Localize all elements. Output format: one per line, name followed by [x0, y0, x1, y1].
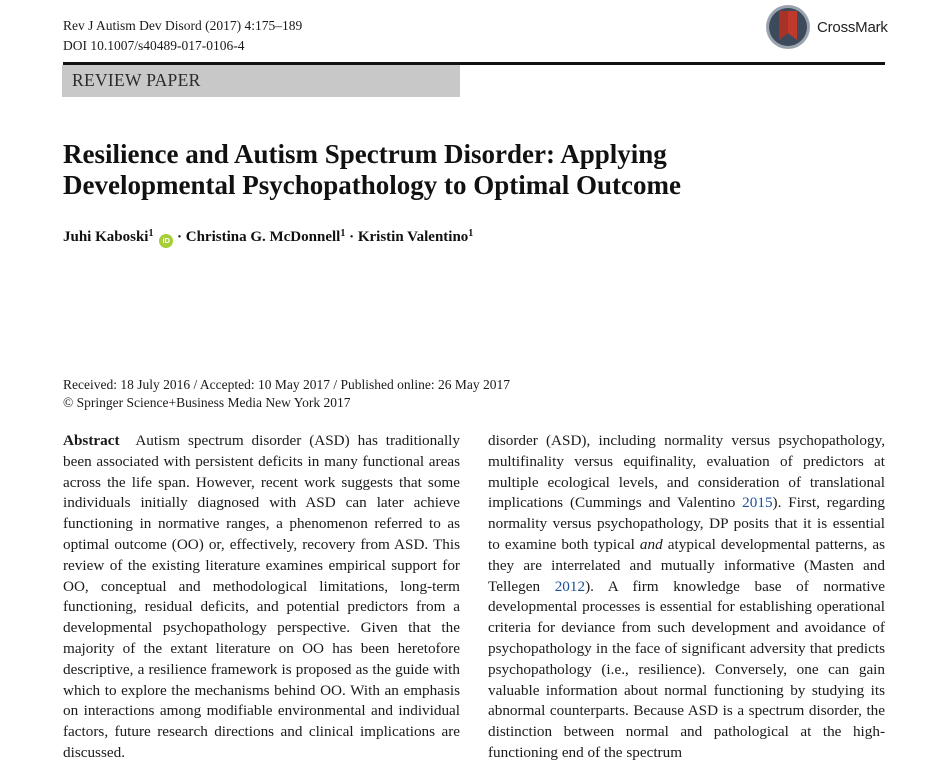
crossmark-badge[interactable] — [765, 4, 888, 50]
author-affiliation: 1 — [468, 228, 474, 239]
author-name[interactable]: Christina G. McDonnell — [185, 229, 341, 245]
author-name[interactable]: Juhi Kaboski — [63, 229, 149, 245]
author-list — [63, 229, 473, 248]
crossmark-icon — [765, 4, 811, 50]
crossmark-label: CrossMark — [817, 18, 888, 36]
doi-line[interactable]: DOI 10.1007/s40489-017-0106-4 — [63, 38, 245, 53]
publication-dates — [63, 376, 510, 412]
body-text: ). First, regarding normality versus psychopathology, DP posits that it is essential to examine both typical — [488, 494, 885, 553]
article-title — [63, 139, 863, 201]
author-affiliation: 1 — [340, 228, 346, 239]
abstract-text: Autism spectrum disorder (ASD) has traditionally been associated with persistent deficits in many functional areas across the life span. However, recent work suggests that some individuals initially diagnosed with ASD can later achieve functioning in normative ranges, a phenomenon referred to as optimal outcome (OO) or, effectively, recovery from ASD. This review of the existing literature examines empirical support for OO, conceptual and methodological limitations, long-term functioning, residual deficits, and potential predictors from a developmental psychopathology perspective. Given that the majority of the extant literature on OO has been heretofore descriptive, a resilience framework is proposed as the guide with which to explore the mechanisms behind OO. With an emphasis on interactions among modifiable environmental and individual factors, future research directions and clinical implications are discussed. — [63, 432, 460, 761]
author-separator: · — [176, 229, 186, 245]
abstract — [63, 431, 460, 764]
journal-citation — [63, 16, 302, 56]
article-type-banner — [62, 65, 460, 97]
author-separator: · — [349, 229, 358, 245]
emphasis-text: and — [639, 535, 663, 553]
author-affiliation: 1 — [148, 228, 154, 239]
author-name[interactable]: Kristin Valentino — [357, 229, 469, 245]
body-text: ). A firm knowledge base of normative developmental processes is essential for establishing operational criteria for deviance from such development and avoidance of psychopathology in the face of significant adversity that predicts psychopathology (i.e., resilience). Conversely, one can gain valuable information about normal functioning by studying its abnormal counterparts. Because ASD is a spectrum disorder, the distinction between normal and pathological at the high-functioning end of the spectrum — [488, 577, 885, 761]
article-type-label: REVIEW PAPER — [72, 70, 201, 90]
body-text: disorder (ASD), including normality versus psychopathology, multifinality versus equifinality, evaluation of predictors at multiple ecological levels, and consideration of translational implications (Cummings and Valentino — [488, 432, 885, 512]
copyright-line: © Springer Science+Business Media New York 2017 — [63, 395, 351, 410]
orcid-icon[interactable]: iD — [159, 234, 173, 248]
abstract-label: Abstract — [63, 432, 120, 449]
citation-link[interactable]: 2012 — [554, 577, 586, 595]
citation-link[interactable]: 2015 — [742, 494, 773, 512]
title-line-2: Developmental Psychopathology to Optimal Outcome — [63, 170, 681, 200]
history-dates: Received: 18 July 2016 / Accepted: 10 May 2017 / Published online: 26 May 2017 — [63, 377, 510, 392]
journal-line: Rev J Autism Dev Disord (2017) 4:175–189 — [63, 18, 303, 33]
body-text: atypical developmental patterns, as they are interrelated and mutually informative (Masten and Tellegen — [488, 535, 885, 595]
title-line-1: Resilience and Autism Spectrum Disorder: Applying — [63, 139, 667, 169]
body-text-column — [488, 431, 885, 764]
